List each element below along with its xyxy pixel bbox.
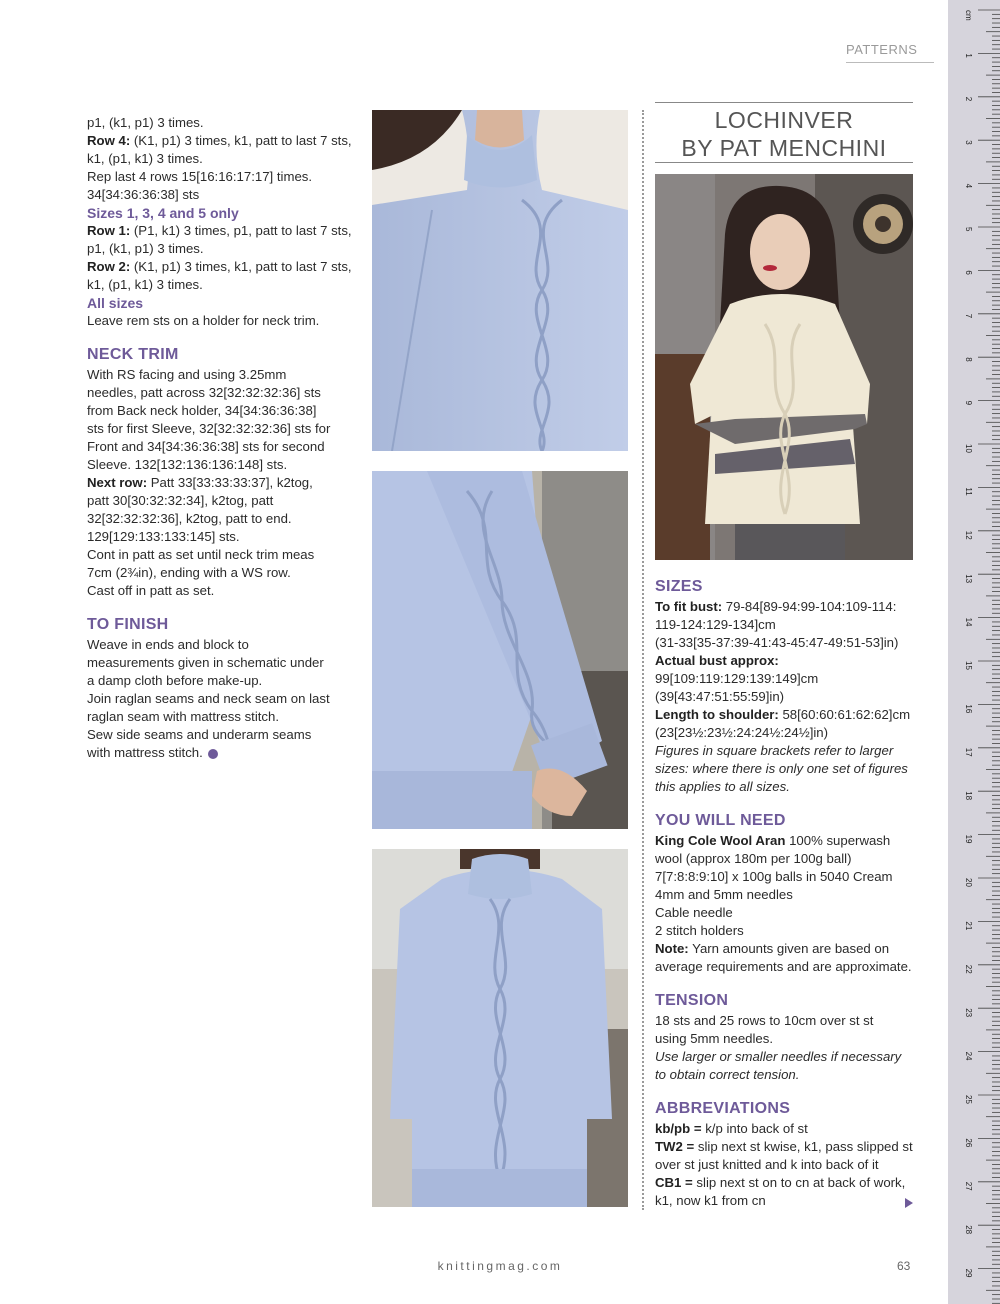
text-line: Yarn amounts given are based on [688,941,890,956]
text-line: Use larger or smaller needles if necessary [655,1049,902,1064]
neck-trim-line [87,402,352,420]
text-line: average requirements and are approximate. [655,959,912,974]
length-to-shoulder [655,706,920,742]
pattern-line [87,222,352,240]
abbreviation-text: slip next st kwise, k1, pass slipped st [694,1139,913,1154]
text-line: 4mm and 5mm needles [655,887,793,902]
text-line: (23[23½:23½:24:24½:24½]in) [655,725,829,740]
you-will-need-heading: YOU WILL NEED [655,812,786,829]
next-row-line [87,546,352,564]
ruler-label: 26 [964,1138,973,1148]
next-row-label: Next row: [87,475,148,490]
photo-front-detail [372,110,628,451]
next-row-line [87,492,352,510]
line-text: Front and 34[34:36:36:38] sts for second [87,439,325,454]
pattern-line [87,150,352,168]
footer-website: knittingmag.com [437,1259,563,1273]
neck-trim-heading: NECK TRIM [87,346,179,363]
text-line: 18 sts and 25 rows to 10cm over st st [655,1013,874,1028]
line-text: sts for first Sleeve, 32[32:32:32:36] sts for [87,421,331,436]
abbreviation-key: CB1 = [655,1175,693,1190]
finish-line [87,654,352,672]
text-line: Figures in square brackets refer to larger [655,743,894,758]
text-line: (31-33[35-37:39-41:43-45:47-49:51-53]in) [655,635,899,650]
abbreviations-list [655,1120,920,1210]
pattern-line [87,168,352,186]
leave-line: Leave rem sts on a holder for neck trim. [87,313,320,328]
photo-back-view [372,849,628,1207]
finish-line [87,726,352,744]
all-sizes-subhead: All sizes [87,295,144,311]
bold-label: Row 4: [87,133,131,148]
ruler-label: 21 [964,921,973,931]
line-text: Patt 33[33:33:33:37], k2tog, [147,475,313,490]
line-text: With RS facing and using 3.25mm [87,367,287,382]
text-line: 7[7:8:8:9:10] x 100g balls in 5040 Cream [655,869,893,884]
ruler-label: cm [964,10,973,21]
ruler [948,0,1000,1304]
line-text: p1, (k1, p1) 3 times. [87,115,204,130]
ruler-label: 27 [964,1181,973,1191]
line-text: measurements given in schematic under [87,655,324,670]
header-rule [846,62,934,63]
line-text: needles, patt across 32[32:32:32:36] sts [87,385,321,400]
ruler-label: 16 [964,704,973,714]
ruler-label: 10 [964,444,973,453]
line-text: k1, (p1, k1) 3 times. [87,277,203,292]
text-line: 2 stitch holders [655,923,744,938]
pattern-line [87,114,352,132]
text-line: using 5mm needles. [655,1031,774,1046]
column-divider [642,110,644,1210]
title-top-rule [655,102,913,103]
line-text: with mattress stitch. [87,745,203,760]
line-text: p1, (k1, p1) 3 times. [87,241,204,256]
text-line: 99[109:119:129:139:149]cm [655,671,819,686]
abbreviation-item [655,1138,920,1174]
ruler-label: 29 [964,1268,973,1278]
pattern-line [87,240,352,258]
line-text: k1, (p1, k1) 3 times. [87,151,203,166]
line-text: 129[129:133:133:145] sts. [87,529,240,544]
line-text: 34[34:36:36:38] sts [87,187,200,202]
abbreviation-item [655,1120,920,1138]
right-column [655,578,920,1210]
sizes-subhead: Sizes 1, 3, 4 and 5 only [87,205,239,221]
abbreviation-text: slip next st on to cn at back of work, [692,1175,906,1190]
ruler-label: 8 [964,357,973,362]
ruler-label: 15 [964,661,973,670]
next-row-line [87,564,352,582]
abbreviation-text: over st just knitted and k into back of it [655,1157,879,1172]
abbreviation-key: TW2 = [655,1139,695,1154]
ruler-label: 14 [964,617,973,627]
ruler-label: 6 [964,270,973,275]
neck-trim-line [87,420,352,438]
next-row-line [87,582,352,600]
title-bottom-rule [655,162,913,163]
bold-label: Row 2: [87,259,131,274]
text-line: 79-84[89-94:99-104:109-114: [722,599,897,614]
ruler-label: 5 [964,227,973,232]
text-line: 119-124:129-134]cm [655,617,776,632]
finish-line [87,672,352,690]
yarn-info [655,832,920,940]
text-line: 100% superwash [785,833,891,848]
pattern-line [87,132,352,150]
ruler-label: 28 [964,1225,973,1235]
finish-line [87,708,352,726]
pattern-line [87,276,352,294]
to-fit-bust [655,598,920,652]
photo-model-cream-sweater [655,174,913,560]
text-line: wool (approx 180m per 100g ball) [655,851,852,866]
abbreviation-key: kb/pb = [655,1121,702,1136]
actual-bust-label: Actual bust approx: [655,653,779,668]
line-text: raglan seam with mattress stitch. [87,709,280,724]
ruler-label: 25 [964,1095,973,1104]
text-line: this applies to all sizes. [655,779,790,794]
line-text: Join raglan seams and neck seam on last [87,691,330,706]
abbreviations-heading: ABBREVIATIONS [655,1100,791,1117]
section-label: PATTERNS [846,42,918,57]
line-text: Cast off in patt as set. [87,583,215,598]
neck-trim-line [87,366,352,384]
text-line: Cable needle [655,905,733,920]
finish-line [87,744,352,762]
yarn-label: King Cole Wool Aran [655,833,786,848]
to-finish-heading: TO FINISH [87,616,169,633]
left-column [87,114,352,762]
finish-line [87,690,352,708]
ruler-label: 19 [964,834,973,844]
pattern-line [87,186,352,204]
photo-sleeve-detail [372,471,628,829]
neck-trim-line [87,456,352,474]
line-text: from Back neck holder, 34[34:36:36:38] [87,403,317,418]
ruler-label: 12 [964,530,973,540]
line-text: Rep last 4 rows 15[16:16:17:17] times. [87,169,313,184]
title-line1: LOCHINVER [714,107,854,133]
ruler-label: 3 [964,140,973,145]
abbreviation-text: k/p into back of st [701,1121,808,1136]
line-text: Cont in patt as set until neck trim meas [87,547,315,562]
ruler-label: 13 [964,574,973,584]
text-line: (39[43:47:51:55:59]in) [655,689,785,704]
pattern-line [87,258,352,276]
neck-trim-line [87,384,352,402]
figures-note [655,742,920,796]
note-label: Note: [655,941,689,956]
ruler-label: 20 [964,878,973,887]
pattern-title [655,106,913,162]
next-row-para [87,474,352,600]
tension-text [655,1012,920,1048]
ruler-label: 23 [964,1008,973,1018]
line-text: 7cm (2¾in), ending with a WS row. [87,565,291,580]
tension-heading: TENSION [655,992,729,1009]
neck-trim-line [87,438,352,456]
ruler-label: 4 [964,183,973,189]
yarn-ball-icon [208,749,218,759]
line-text: Weave in ends and block to [87,637,249,652]
text-line: to obtain correct tension. [655,1067,800,1082]
abbreviation-item [655,1174,920,1210]
finish-line [87,636,352,654]
line-text: (K1, p1) 3 times, k1, patt to last 7 sts, [130,133,352,148]
abbreviation-text: k1, now k1 from cn [655,1193,766,1208]
actual-bust [655,652,920,706]
to-fit-bust-label: To fit bust: [655,599,723,614]
line-text: Sew side seams and underarm seams [87,727,312,742]
ruler-label: 22 [964,964,973,974]
next-row-line [87,510,352,528]
line-text: patt 30[30:32:32:34], k2tog, patt [87,493,274,508]
page-number: 63 [897,1259,911,1273]
ruler-label: 2 [964,96,973,102]
next-row-line [87,528,352,546]
bold-label: Row 1: [87,223,131,238]
line-text: 32[32:32:32:36], k2tog, patt to end. [87,511,292,526]
ruler-label: 1 [964,53,973,58]
ruler-label: 9 [964,400,973,406]
tension-note [655,1048,920,1084]
text-line: 58[60:60:61:62:62]cm [778,707,911,722]
text-line: sizes: where there is only one set of figures [655,761,908,776]
ruler-label: 11 [964,487,973,496]
sizes-heading: SIZES [655,578,703,595]
ruler-label: 24 [964,1051,973,1061]
length-label: Length to shoulder: [655,707,779,722]
continue-arrow-icon [905,1198,913,1208]
ruler-label: 17 [964,747,973,757]
line-text: a damp cloth before make-up. [87,673,263,688]
note [655,940,920,976]
line-text: Sleeve. 132[132:136:136:148] sts. [87,457,288,472]
ruler-label: 7 [964,313,973,319]
ruler-label: 18 [964,791,973,801]
title-line2: BY PAT MENCHINI [681,135,887,161]
line-text: (P1, k1) 3 times, p1, patt to last 7 sts, [130,223,352,238]
line-text: (K1, p1) 3 times, k1, patt to last 7 sts, [130,259,352,274]
